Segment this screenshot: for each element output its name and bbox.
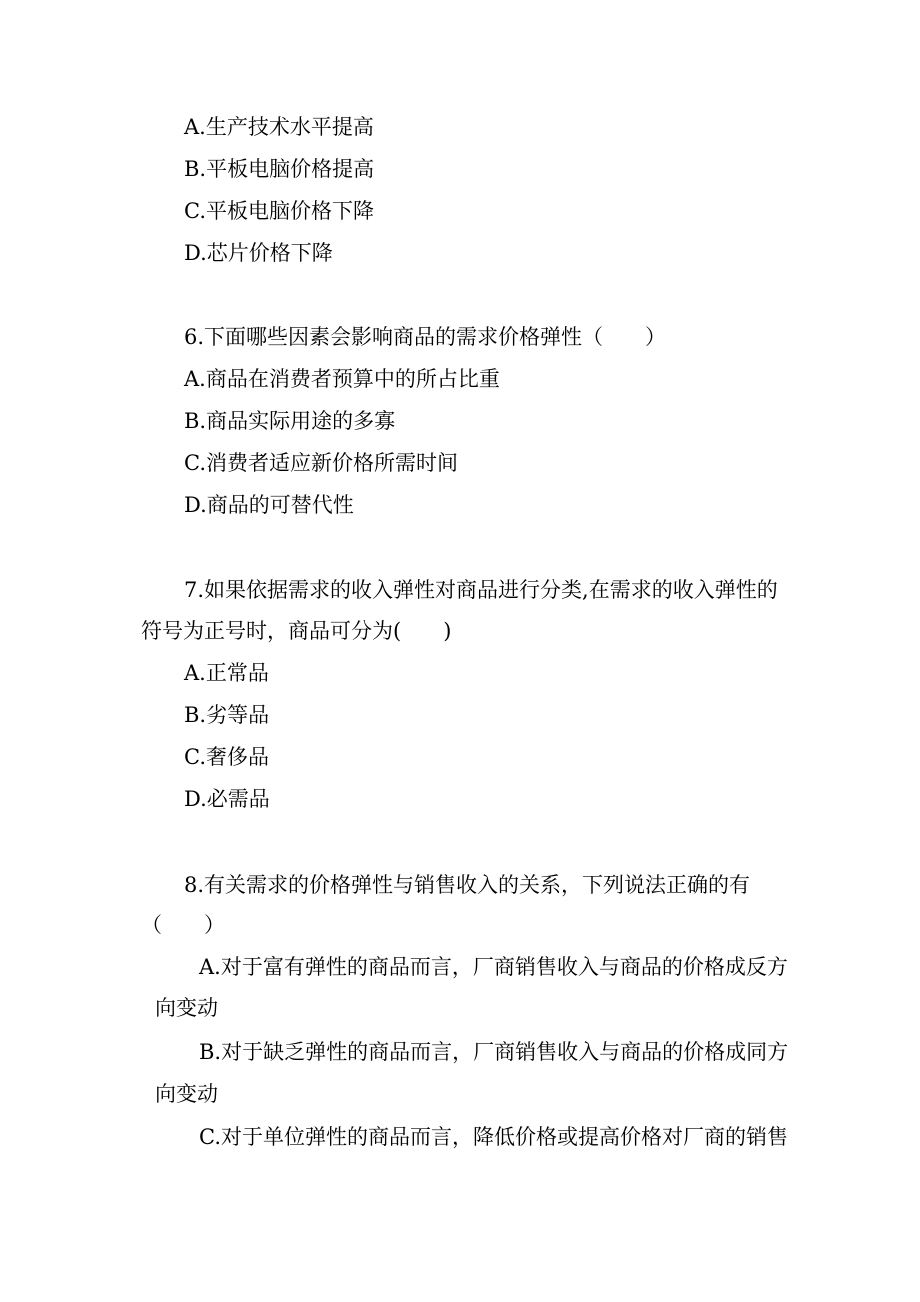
q5-option-c: C.平板电脑价格下降 (184, 199, 374, 223)
q6-stem: 6.下面哪些因素会影响商品的需求价格弹性（ ） (184, 325, 667, 349)
q7-option-d: D.必需品 (184, 787, 270, 811)
q7-stem-line1: 7.如果依据需求的收入弹性对商品进行分类,在需求的收入弹性的 (184, 578, 778, 602)
q8-option-c-line1: C.对于单位弹性的商品而言，降低价格或提高价格对厂商的销售 (199, 1125, 788, 1149)
q7-stem-line2: 符号为正号时，商品可分为( ) (141, 619, 452, 643)
q7-option-b: B.劣等品 (184, 703, 270, 727)
q5-option-a: A.生产技术水平提高 (184, 115, 374, 139)
q8-stem-line1: 8.有关需求的价格弹性与销售收入的关系，下列说法正确的有 (184, 873, 751, 897)
q5-option-d: D.芯片价格下降 (184, 241, 333, 265)
q6-option-a: A.商品在消费者预算中的所占比重 (184, 367, 500, 391)
q7-option-c: C.奢侈品 (184, 745, 269, 769)
q6-option-d: D.商品的可替代性 (184, 493, 354, 517)
q8-stem-line2: （ ） (141, 913, 225, 937)
q8-option-a-line1: A.对于富有弹性的商品而言，厂商销售收入与商品的价格成反方 (199, 955, 788, 979)
q6-option-b: B.商品实际用途的多寡 (184, 409, 396, 433)
q5-option-b: B.平板电脑价格提高 (184, 157, 375, 181)
q8-option-b-line2: 向变动 (155, 1082, 218, 1106)
q7-option-a: A.正常品 (184, 661, 269, 685)
q8-option-b-line1: B.对于缺乏弹性的商品而言，厂商销售收入与商品的价格成同方 (199, 1040, 789, 1064)
q6-option-c: C.消费者适应新价格所需时间 (184, 451, 458, 475)
q8-option-a-line2: 向变动 (155, 996, 218, 1020)
